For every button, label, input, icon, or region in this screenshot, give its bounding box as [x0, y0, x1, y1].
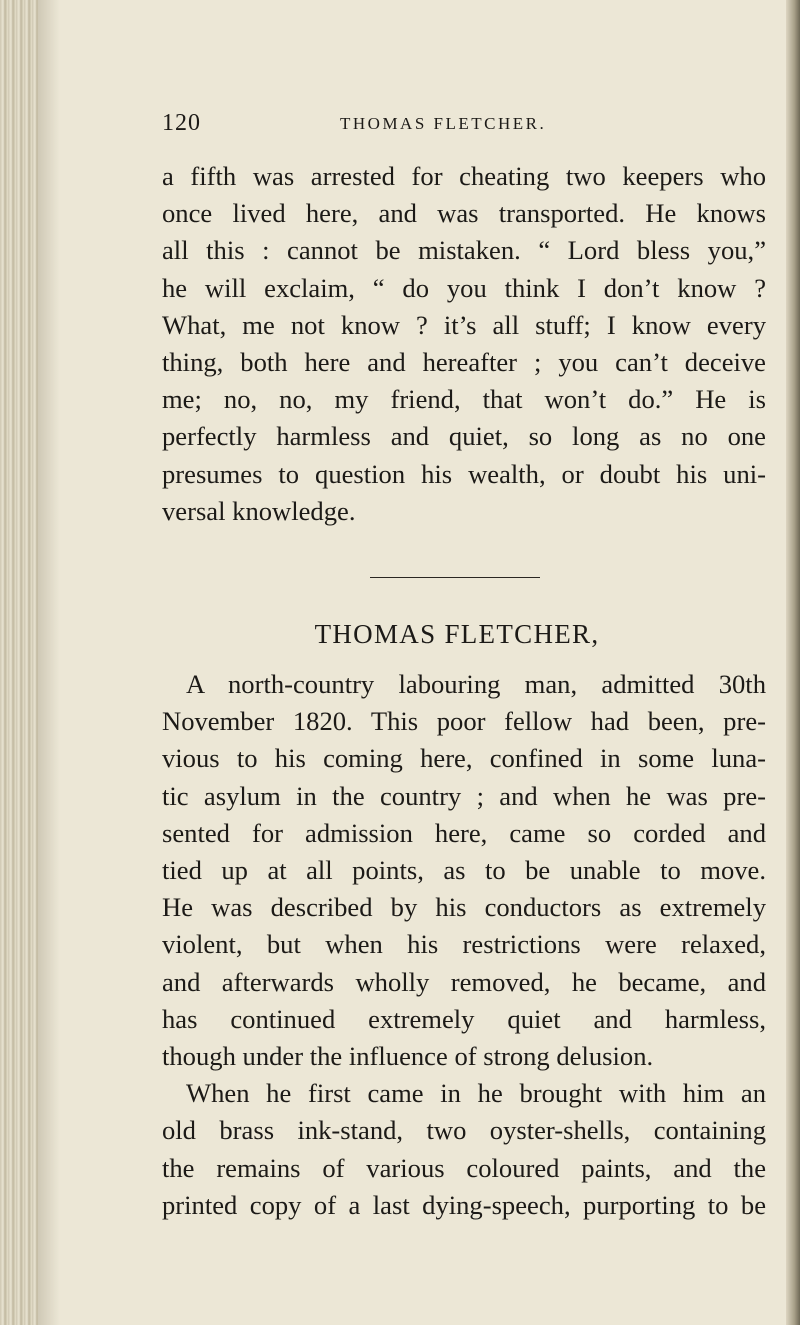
book-gutter	[0, 0, 38, 1325]
running-head: THOMAS FLETCHER.	[340, 114, 547, 133]
text-line: tic asylum in the country ; and when he was pre-	[162, 780, 766, 811]
section-divider	[370, 577, 540, 578]
text-line: sented for admission here, came so corded and	[162, 817, 766, 848]
text-line: presumes to question his wealth, or doubt his uni-	[162, 458, 766, 489]
text-line: me; no, no, my friend, that won’t do.” He is	[162, 384, 766, 415]
text-line: has continued extremely quiet and harmless,	[162, 1003, 766, 1034]
text-line: vious to his coming here, confined in some luna-	[162, 743, 766, 774]
book-page	[162, 100, 766, 1224]
text-line: once lived here, and was transported. He knows	[162, 198, 766, 229]
text-line: printed copy of a last dying-speech, purporting to be	[162, 1189, 766, 1220]
text-line: When he first came in he brought with him an	[186, 1078, 766, 1109]
text-line: He was described by his conductors as extremely	[162, 892, 766, 923]
text-line: he will exclaim, “ do you think I don’t know ?	[162, 272, 766, 303]
text-line: a fifth was arrested for cheating two keepers who	[162, 161, 766, 191]
text-line: the remains of various coloured paints, and the	[162, 1152, 766, 1183]
text-line: A north-country labouring man, admitted 30th	[186, 669, 766, 700]
gutter-shadow	[38, 0, 60, 1325]
text-line: versal knowledge.	[162, 495, 356, 526]
text-line: though under the influence of strong delusion.	[162, 1041, 654, 1072]
paragraph-2	[162, 666, 766, 1075]
text-line: tied up at all points, as to be unable to move.	[162, 855, 766, 886]
page-edge	[786, 0, 800, 1325]
text-line: violent, but when his restrictions were relaxed,	[162, 929, 766, 960]
text-line: and afterwards wholly removed, he became, and	[162, 966, 766, 997]
text-line: old brass ink-stand, two oyster-shells, containing	[162, 1115, 766, 1146]
text-line: perfectly harmless and quiet, so long as no one	[162, 421, 766, 452]
text-line: November 1820. This poor fellow had been, pre-	[162, 706, 766, 737]
section-title: THOMAS FLETCHER,	[314, 619, 600, 650]
paragraph-3	[162, 1075, 766, 1224]
page-header	[162, 100, 766, 140]
paragraph-1	[162, 158, 766, 530]
text-line: thing, both here and hereafter ; you can’t deceive	[162, 347, 766, 378]
page-number: 120	[162, 110, 201, 136]
text-line: What, me not know ? it’s all stuff; I know every	[162, 309, 766, 340]
text-line: all this : cannot be mistaken. “ Lord bless you,”	[162, 235, 766, 266]
